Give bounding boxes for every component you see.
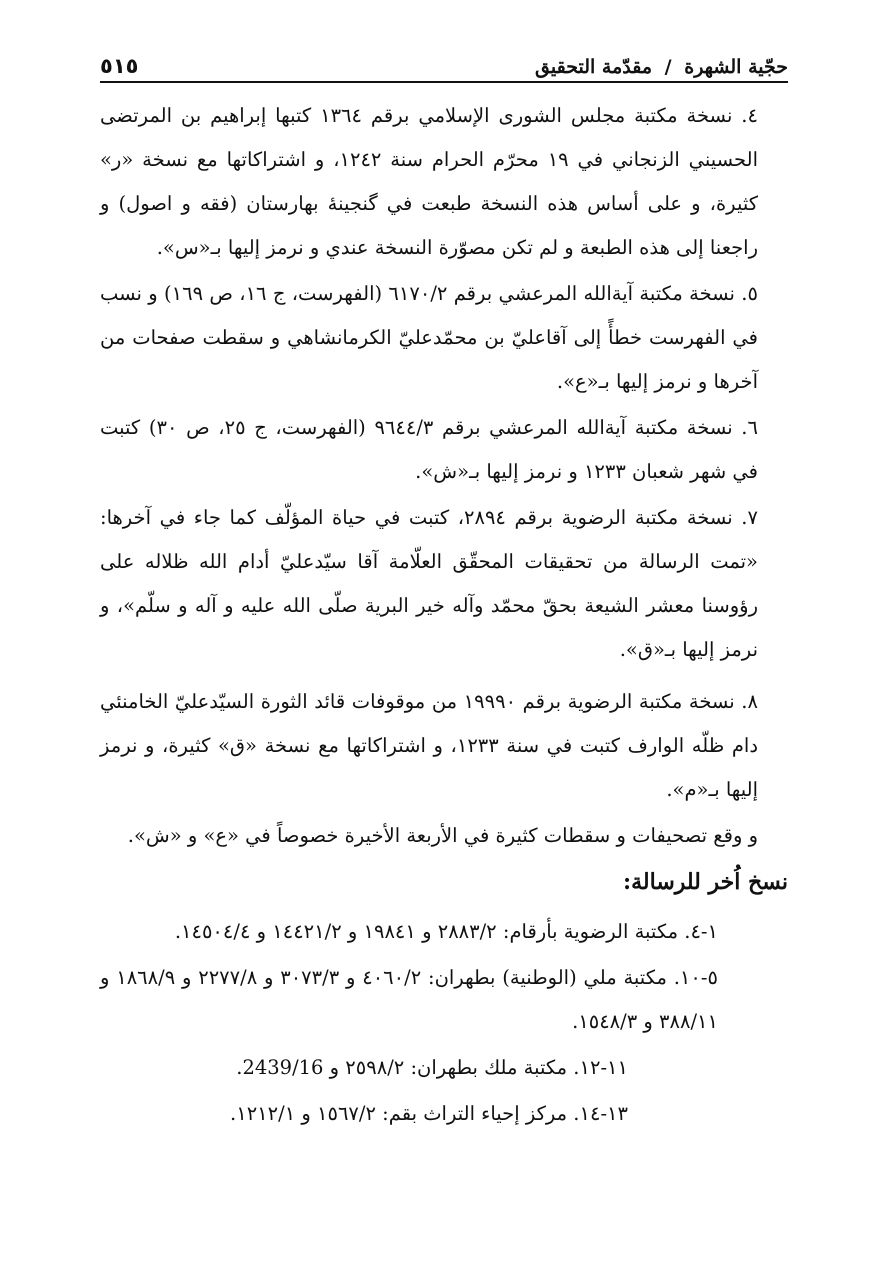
- paragraph-copy-5: ٥. نسخة مكتبة آية‌الله المرعشي برقم ٦١٧٠/٢ (الفهرست، ج ١٦، ص ١٦٩) و نسب في الفهرست خطأً إلى آقاعليّ بن محمّدعليّ الكرمانشاهي و سقطت صفحات من آخرها و نرمز إليها بـ«ع».: [100, 282, 758, 393]
- paragraph-copy-6: ٦. نسخة مكتبة آية‌الله المرعشي برقم ٩٦٤٤/٣ (الفهرست، ج ٢٥، ص ٣٠) كتبت في شهر شعبان ١٢٣٣ و نرمز إليها بـ«ش».: [100, 416, 758, 483]
- running-title-separator: /: [664, 56, 672, 78]
- running-title: [535, 56, 788, 78]
- paragraph-copy-8: ٨. نسخة مكتبة الرضوية برقم ١٩٩٩٠ من موقوفات قائد الثورة السيّدعليّ الخامنئي دام ظلّه الوارف كتبت في سنة ١٢٣٣، و اشتراكاتها مع نسخة «ق» كثيرة، و نرمز إليها بـ«م».: [100, 690, 758, 801]
- page-body: [100, 94, 788, 1138]
- section-heading: نسخ اُخر للرسالة:: [623, 869, 788, 895]
- paragraph-copy-7: ٧. نسخة مكتبة الرضوية برقم ٢٨٩٤، كتبت في حياة المؤلّف كما جاء في آخرها: «تمت الرسالة من تحقيقات المحقّق العلّامة آقا سيّدعليّ أدام الله ظلاله على رؤوسنا معشر الشيعة بحقّ محمّد وآله خير البرية صلّى الله عليه و آله و سلّم»، و نرمز إليها بـ«ق».: [100, 506, 758, 661]
- paragraph-note: و وقع تصحيفات و سقطات كثيرة في الأربعة الأخيرة خصوصاً في «ع» و «ش».: [127, 824, 758, 847]
- running-title-part2: مقدّمة التحقيق: [535, 56, 653, 78]
- header-divider: [100, 81, 788, 83]
- paragraph-copy-4: ٤. نسخة مكتبة مجلس الشورى الإسلامي برقم ١٣٦٤ كتبها إبراهيم بن المرتضى الحسيني الزنجاني في ١٩ محرّم الحرام سنة ١٢٤٢، و اشتراكاتها مع نسخة «ر» كثيرة، و على أساس هذه النسخة طبعت في گنجينهٔ بهارستان (فقه و اصول) و راجعنا إلى هذه الطبعة و لم تكن مصوّرة النسخة عندي و نرمز إليها بـ«س».: [100, 104, 758, 259]
- list-item: ١١-١٢. مكتبة ملك بطهران: ٢٥٩٨/٢ و 2439/16.: [236, 1056, 628, 1079]
- list-item: ١-٤. مكتبة الرضوية بأرقام: ٢٨٨٣/٢ و ١٩٨٤١ و ١٤٤٢١/٢ و ١٤٥٠٤/٤.: [174, 920, 718, 943]
- page-number: ٥١٥: [100, 54, 139, 78]
- list-item: ١٣-١٤. مركز إحياء التراث بقم: ١٥٦٧/٢ و ١٢١٢/١.: [230, 1102, 628, 1125]
- running-title-part1: حجّية الشهرة: [684, 56, 788, 78]
- page-header: [100, 38, 788, 84]
- list-item: ٥-١٠. مكتبة ملي (الوطنية) بطهران: ٤٠٦٠/٢ و ٣٠٧٣/٣ و ٢٢٧٧/٨ و ١٨٦٨/٩ و ٣٨٨/١١ و ١٥٤٨/٣.: [100, 966, 718, 1033]
- other-copies-list: [100, 910, 788, 1136]
